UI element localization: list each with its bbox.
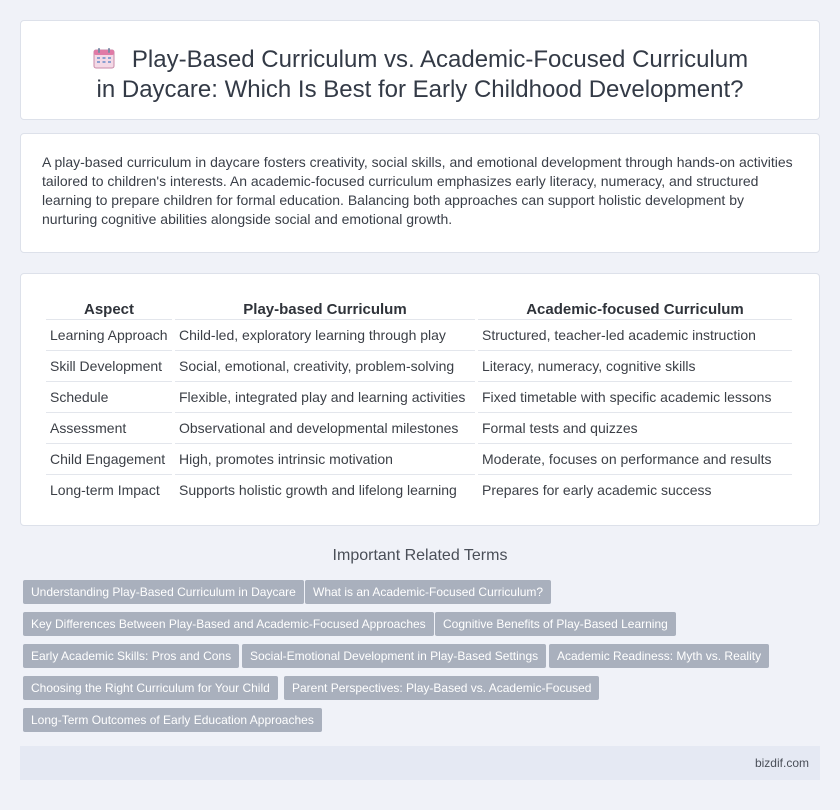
table-cell: Flexible, integrated play and learning activities [175,381,475,412]
related-term-link[interactable]: Early Academic Skills: Pros and Cons [23,644,239,668]
footer-site-name[interactable]: bizdif.com [754,756,809,770]
table-row [46,319,792,350]
table-cell: Fixed timetable with specific academic lessons [478,381,792,412]
footer [20,746,820,780]
related-term-link[interactable]: Academic Readiness: Myth vs. Reality [549,644,769,668]
related-term-link[interactable]: Choosing the Right Curriculum for Your Child [23,676,278,700]
related-term-link[interactable]: Long-Term Outcomes of Early Education Approaches [23,708,322,732]
table-cell: Social, emotional, creativity, problem-solving [175,350,475,381]
calendar-icon [92,47,118,69]
header-play-based: Play-based Curriculum [243,300,407,318]
table-cell: Child Engagement [46,443,172,474]
header-aspect: Aspect [83,300,135,318]
table-cell: Prepares for early academic success [478,474,792,505]
table-cell: Assessment [46,412,172,443]
table-cell: Moderate, focuses on performance and results [478,443,792,474]
related-term-link[interactable]: Social-Emotional Development in Play-Based Settings [242,644,546,668]
table-cell: Learning Approach [46,319,172,350]
table-cell: Structured, teacher-led academic instruction [478,319,792,350]
page-title-wrap [81,45,759,105]
related-term-link[interactable]: What is an Academic-Focused Curriculum? [305,580,551,604]
table-cell: Long-term Impact [46,474,172,505]
intro-paragraph: A play-based curriculum in daycare fosters creativity, social skills, and emotional development through hands-on activities tailored to children's interests. An academic-focused curriculum emphasizes early literacy, numeracy, and structured learning to prepare children for formal education. Balancing both approaches can support holistic development by nurturing cognitive abilities alongside social and emotional growth. [42,154,793,227]
intro-card [20,133,820,253]
related-term-link[interactable]: Key Differences Between Play-Based and Academic-Focused Approaches [23,612,434,636]
comparison-table-card [20,273,820,526]
related-term-link[interactable]: Cognitive Benefits of Play-Based Learning [435,612,676,636]
related-term-link[interactable]: Parent Perspectives: Play-Based vs. Academic-Focused [284,676,599,700]
table-cell: Skill Development [46,350,172,381]
table-row [46,350,792,381]
related-term-link[interactable]: Understanding Play-Based Curriculum in Daycare [23,580,304,604]
table-cell: Observational and developmental milestones [175,412,475,443]
table-cell: Supports holistic growth and lifelong learning [175,474,475,505]
table-cell: Formal tests and quizzes [478,412,792,443]
table-row [46,412,792,443]
comparison-table [43,297,795,505]
table-cell: Schedule [46,381,172,412]
related-terms-heading: Important Related Terms [332,547,508,564]
header-academic-focused: Academic-focused Curriculum [526,300,744,318]
table-row [46,443,792,474]
table-row [46,381,792,412]
title-card [20,20,820,120]
table-header-row [46,297,792,319]
table-cell: High, promotes intrinsic motivation [175,443,475,474]
table-cell: Literacy, numeracy, cognitive skills [478,350,792,381]
table-row [46,474,792,505]
page-title: Play-Based Curriculum vs. Academic-Focused Curriculum in Daycare: Which Is Best for Early Childhood Development? [96,46,749,103]
table-cell: Child-led, exploratory learning through play [175,319,475,350]
